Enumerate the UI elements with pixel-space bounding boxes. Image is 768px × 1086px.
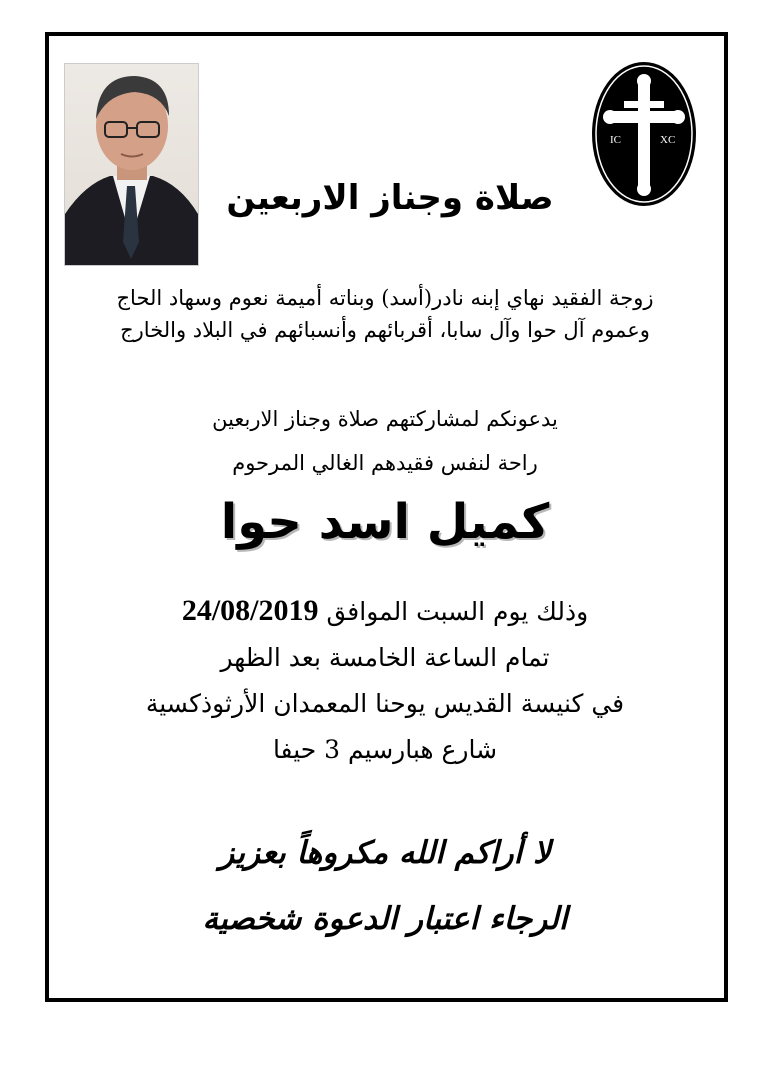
family-line-2: وعموم آل حوا وآل سابا، أقربائهم وأنسبائهم في البلاد والخارج — [120, 318, 650, 342]
service-date: 24/08/2019 — [181, 594, 319, 627]
deceased-photo — [64, 63, 199, 266]
emblem-right-letters: XC — [660, 134, 676, 146]
invitation-paragraph — [60, 397, 710, 485]
service-street: شارع هبارسيم 3 حيفا — [272, 735, 498, 764]
service-details — [60, 588, 710, 773]
emblem-left-letters: IC — [610, 134, 621, 146]
condolence-line: لا أراكم الله مكروهاً بعزيز — [219, 835, 551, 871]
closing-section — [60, 820, 710, 952]
service-day-line — [60, 588, 710, 635]
service-day-text: وذلك يوم السبت الموافق — [326, 597, 589, 626]
personal-invitation-note: الرجاء اعتبار الدعوة شخصية — [202, 901, 568, 937]
invitation-line-2: راحة لنفس فقيدهم الغالي المرحوم — [232, 451, 538, 475]
deceased-name: كميل اسد حوا — [220, 494, 550, 550]
invitation-line-1: يدعونكم لمشاركتهم صلاة وجناز الاربعين — [212, 407, 558, 431]
service-church: في كنيسة القديس يوحنا المعمدان الأرثوذكسية — [145, 689, 625, 718]
page-title: صلاة وجناز الاربعين — [226, 178, 554, 218]
orthodox-cross-icon — [590, 59, 698, 209]
family-paragraph — [60, 282, 710, 346]
service-time: تمام الساعة الخامسة بعد الظهر — [220, 643, 550, 672]
family-line-1: زوجة الفقيد نهاي إبنه نادر(أسد) وبناته أميمة نعوم وسهاد الحاج — [116, 286, 654, 310]
